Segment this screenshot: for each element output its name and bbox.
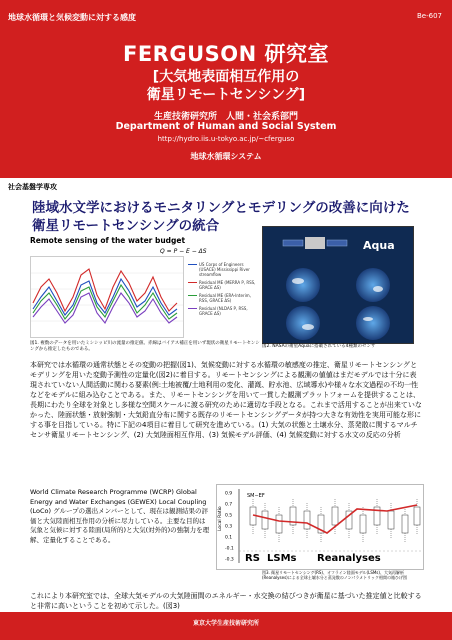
legend-swatch [188,264,197,265]
aqua-label: Aqua [363,239,395,252]
poster-id: Be-607 [417,12,442,20]
y-tick-label: -0.3 [225,557,234,563]
boxplot-box [332,507,338,525]
y-tick-label: 0.7 [225,502,233,508]
group-label-rs: RS [245,553,260,564]
header-theme: 地球水循環と気候変動に対する感度 [8,13,136,22]
boxplot-box [262,511,268,529]
legend-swatch [188,282,197,283]
figure-1-legend [188,262,256,319]
boxplot-inner-label: SM−EF [247,493,265,499]
figure-2-caption: 図2. NASAの衛星Aquaに搭載されている4種類のセンサ [262,344,376,349]
main-paragraph: 本研究では水循環の通常状態とその変動の把握(図1)、気候変動に対する水循環の敏感度の推定、衛星リモートセンシングとモデリングを用いた変動予測性の定量化(図2)に着目する。リモートセンシングによる観測の値値はまだモデルでは十分に表現されていない人間活動に関わる要素(例:土地被覆/土地利用の変化、灌漑、貯水池、広域導水)や様々な水文過程の不均一性などをモデルに組み込むことである。また、リモートセンシングを用いて一貫した観測プラットフォームを提供することは、長期にわたり全球を対象とし多様な空間スケールに渡る研究のために適切な手段となる。これまで活用することが出来ていなかった、陸面状態・放射強制・大気鉛直分布に関する既存のリモートセンシングデータが持つ大きな有効性を実用可能な形にする事を目指している。特に下記の4項目に着目して研究を進めている。(1) 大気の状態と土壌水分、蒸発散に関するマルチセンサ衛星リモートセンシング、(2) 大気陸面相互作用、(3) 気候モデル評価、(4) 気候変動に対する水文の反応の分析 [30,361,422,439]
globe-2 [356,268,390,302]
department-english: Department of Human and Social System [115,121,337,132]
content-panel [0,178,452,640]
group-label-reanalyses: Reanalyses [317,553,381,564]
y-tick-label: -0.1 [225,546,234,552]
header-band [0,0,452,180]
water-budget-equation: Q = P − E − ΔS [160,248,207,255]
y-tick-label: 0.5 [225,513,233,519]
boxplot-box [388,511,394,529]
globe-3 [286,306,320,340]
y-tick-label: 0.3 [225,524,233,530]
legend-item [188,262,256,277]
research-system: 地球水循環システム [190,152,262,161]
boxplot-box [276,515,282,533]
streamflow-chart-svg [31,257,183,337]
figure-3-caption: 図3. 衛星リモートセンシング(RS)、オフライン陸面モデル(LSMs)、大気再解析(Reanalyses)による全球土壌水分と蒸発散のノンパラメトリック相関の箱ひげ図 [262,570,408,580]
group-label-lsms: LSMs [267,553,297,564]
department-badge: 社会基盤学専攻 [8,183,57,191]
figure-1-title: Remote sensing of the water budget [30,236,186,245]
boxplot-svg [217,485,423,569]
series-era-interim [33,285,177,319]
boxplot-y-label: Local Ratio [218,506,223,531]
footer-band [0,612,452,640]
boxplot-box [414,507,420,525]
figure-1-caption: 図1. 複数のデータを用いたミシシッピ川の流量の推定値。赤線はバイアス補正を用いず現状の衛星リモートセンシングから推定したものである。 [30,341,260,352]
legend-label: Residual ME (MERRA P, RSS, GRACE ΔS) [199,280,256,290]
lab-subtitle-line2: 衛星リモートセンシング] [146,87,306,103]
legend-label: Residual (NLDAS P, RSS, GRACE ΔS) [199,306,248,316]
globe-1 [286,268,320,302]
globe-4 [356,306,390,340]
legend-swatch [188,295,197,296]
y-tick-label: 0.9 [225,491,233,497]
legend-item [188,293,256,303]
lab-url[interactable]: http://hydro.iis.u-tokyo.ac.jp/~cferguso [157,135,295,143]
legend-label: US Corps of Engineers (USACE) Mississippi River streamflow [199,262,250,277]
y-tick-label: 0.1 [225,535,233,541]
legend-label: Residual ME (ERA-Interim, RSS, GRACE ΔS) [199,293,251,303]
gewex-paragraph: World Climate Research Programme (WCRP) Global Energy and Water Exchanges (GEWEX) Local Coupling (LoCo) グループの選出メンバーとして、現在は観測結果の評価と大気陸面相互作用の分析に尽力している。主要な目的は気象と気候に対する陸面(局所的)と大気(対外的)の強制力を理解、定量化することである。 [30,488,210,544]
conclusion-paragraph: これにより本研究室では、全球大気モデルの大気陸面間のエネルギー・水交換の結びつきが衛星に基づいた推定値と比較すると非常に高いということを初めて示した。(図3) [30,592,422,610]
series-merra [33,269,177,311]
legend-item [188,306,256,316]
satellite-illustration [263,227,413,343]
poster-heading-line1: 陸域水文学におけるモニタリングとモデリングの改善に向けた [32,200,410,216]
boxplot-box [402,515,408,533]
poster-heading-line2: 衛星リモートセンシングの統合 [32,218,220,234]
boxplot-box [304,511,310,529]
legend-swatch [188,308,197,309]
footer-institute: 東京大学生産技術研究所 [192,620,259,627]
boxplot-y-ticks [225,491,234,563]
lab-title: FERGUSON 研究室 [122,42,329,66]
boxplot-box [360,515,366,533]
legend-item [188,280,256,290]
figure-1 [30,236,258,346]
organization: 生産技術研究所 人間・社会系部門 [153,112,298,122]
figure-2-satellite-image [262,226,414,344]
lab-subtitle-line1: [大気地表面相互作用の [152,69,300,85]
figure-3-boxplot [216,484,424,570]
streamflow-chart [30,256,184,338]
